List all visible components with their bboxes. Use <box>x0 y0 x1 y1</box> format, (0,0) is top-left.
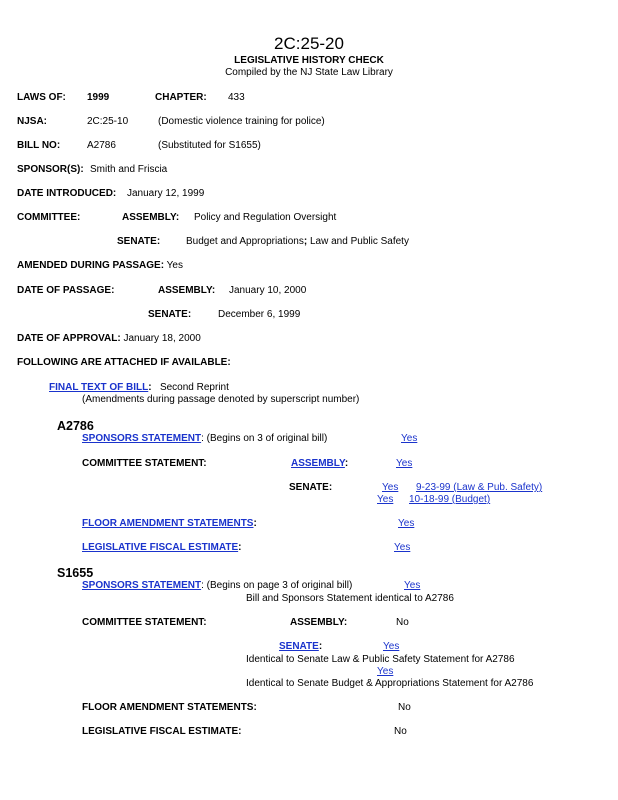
committee-assembly-value: Policy and Regulation Oversight <box>194 212 337 223</box>
s1655-committee-statement-label: COMMITTEE STATEMENT: <box>82 617 207 628</box>
s1655-sponsors-statement-link[interactable]: SPONSORS STATEMENT <box>82 580 202 591</box>
a2786-senate-yes-link-2[interactable]: Yes <box>377 494 394 505</box>
s1655-senate-note-1: Identical to Senate Law & Public Safety Statement for A2786 <box>246 654 515 665</box>
s1655-sponsors-statement-yes-link[interactable]: Yes <box>404 580 421 591</box>
s1655-assembly-label: ASSEMBLY: <box>290 617 348 628</box>
a2786-assembly-row: ASSEMBLY: <box>291 458 349 469</box>
amended-during-passage: AMENDED DURING PASSAGE: Yes <box>17 260 183 271</box>
a2786-fiscal-estimate-row: LEGISLATIVE FISCAL ESTIMATE: <box>82 542 242 553</box>
date-of-approval: DATE OF APPROVAL: January 18, 2000 <box>17 333 201 344</box>
date-of-passage-label: DATE OF PASSAGE: <box>17 285 115 296</box>
passage-senate-value: December 6, 1999 <box>218 309 301 320</box>
page-title: 2C:25-20 <box>274 34 344 53</box>
date-introduced-value: January 12, 1999 <box>127 188 205 199</box>
njsa-value: 2C:25-10 <box>87 116 129 127</box>
laws-of-value: 1999 <box>87 92 110 103</box>
s1655-sponsors-identical-note: Bill and Sponsors Statement identical to A2786 <box>246 593 454 604</box>
chapter-label: CHAPTER: <box>155 92 207 103</box>
s1655-senate-row: SENATE: <box>279 641 323 652</box>
a2786-sponsors-statement-link[interactable]: SPONSORS STATEMENT <box>82 433 202 444</box>
a2786-senate-budget-link[interactable]: 10-18-99 (Budget) <box>409 494 491 505</box>
a2786-floor-amendment-row: FLOOR AMENDMENT STATEMENTS: <box>82 518 257 529</box>
s1655-senate-note-2: Identical to Senate Budget & Appropriations Statement for A2786 <box>246 678 534 689</box>
s1655-assembly-value: No <box>396 617 409 628</box>
a2786-assembly-link[interactable]: ASSEMBLY <box>291 458 345 469</box>
chapter-value: 433 <box>228 92 245 103</box>
a2786-senate-yes-link-1[interactable]: Yes <box>382 482 399 493</box>
laws-of-label: LAWS OF: <box>17 92 66 103</box>
s1655-floor-amendment-label: FLOOR AMENDMENT STATEMENTS: <box>82 702 257 713</box>
a2786-floor-amendment-link[interactable]: FLOOR AMENDMENT STATEMENTS <box>82 518 254 529</box>
document-subtitle: LEGISLATIVE HISTORY CHECK <box>234 55 384 66</box>
final-text-note: (Amendments during passage denoted by superscript number) <box>82 394 360 405</box>
njsa-label: NJSA: <box>17 116 48 127</box>
s1655-fiscal-estimate-label: LEGISLATIVE FISCAL ESTIMATE: <box>82 726 242 737</box>
attached-heading: FOLLOWING ARE ATTACHED IF AVAILABLE: <box>17 357 231 368</box>
compiled-by: Compiled by the NJ State Law Library <box>225 67 393 78</box>
a2786-assembly-yes-link[interactable]: Yes <box>396 458 413 469</box>
a2786-sponsors-statement-row: SPONSORS STATEMENT: (Begins on 3 of original bill) <box>82 433 328 444</box>
a2786-committee-statement-label: COMMITTEE STATEMENT: <box>82 458 207 469</box>
final-text-link[interactable]: FINAL TEXT OF BILL <box>49 382 149 393</box>
a2786-sponsors-statement-yes-link[interactable]: Yes <box>401 433 418 444</box>
a2786-fiscal-estimate-yes-link[interactable]: Yes <box>394 542 411 553</box>
a2786-fiscal-estimate-link[interactable]: LEGISLATIVE FISCAL ESTIMATE <box>82 542 239 553</box>
passage-assembly-label: ASSEMBLY: <box>158 285 216 296</box>
committee-label: COMMITTEE: <box>17 212 81 223</box>
bill-no-note: (Substituted for S1655) <box>158 140 261 151</box>
s1655-floor-amendment-value: No <box>398 702 411 713</box>
committee-assembly-label: ASSEMBLY: <box>122 212 180 223</box>
bill-no-label: BILL NO: <box>17 140 61 151</box>
a2786-senate-law-pub-safety-link[interactable]: 9-23-99 (Law & Pub. Safety) <box>416 482 543 493</box>
committee-senate-value: Budget and Appropriations; Law and Public Safety <box>186 236 409 247</box>
s1655-senate-yes-link-2[interactable]: Yes <box>377 666 394 677</box>
a2786-senate-label: SENATE: <box>289 482 333 493</box>
passage-senate-label: SENATE: <box>148 309 192 320</box>
passage-assembly-value: January 10, 2000 <box>229 285 307 296</box>
final-text-row: FINAL TEXT OF BILL: Second Reprint <box>49 382 229 393</box>
a2786-floor-amendment-yes-link[interactable]: Yes <box>398 518 415 529</box>
bill-no-value: A2786 <box>87 140 116 151</box>
committee-senate-label: SENATE: <box>117 236 161 247</box>
s1655-senate-yes-link-1[interactable]: Yes <box>383 641 400 652</box>
s1655-senate-link[interactable]: SENATE <box>279 641 319 652</box>
njsa-description: (Domestic violence training for police) <box>158 116 325 127</box>
a2786-heading: A2786 <box>57 419 94 433</box>
date-introduced-label: DATE INTRODUCED: <box>17 188 117 199</box>
s1655-heading: S1655 <box>57 566 94 580</box>
sponsors-value: Smith and Friscia <box>90 164 168 175</box>
s1655-sponsors-statement-row: SPONSORS STATEMENT: (Begins on page 3 of original bill) <box>82 580 353 591</box>
sponsors-label: SPONSOR(S): <box>17 164 84 175</box>
s1655-fiscal-estimate-value: No <box>394 726 407 737</box>
